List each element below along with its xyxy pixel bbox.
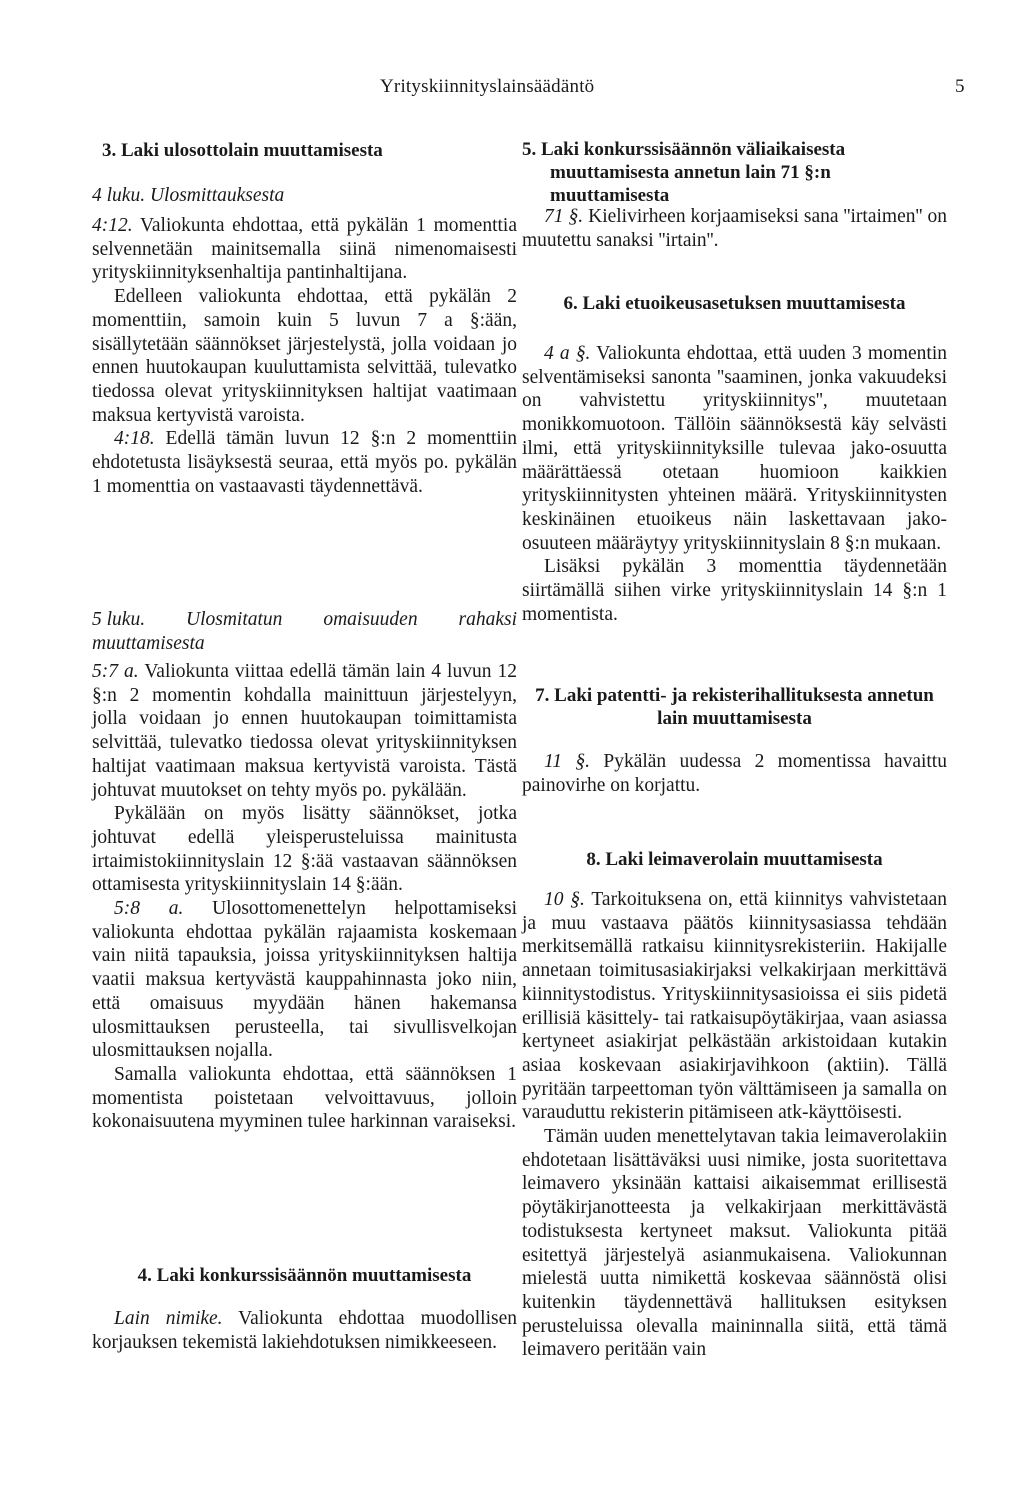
- ref-71: 71 §.: [544, 206, 584, 227]
- paragraph-71: [522, 205, 947, 252]
- running-title: Yrityskiinnityslainsäädäntö: [380, 76, 595, 97]
- section-3: [92, 139, 517, 162]
- chapter-5-title-line2: muuttamisesta: [92, 632, 205, 654]
- text-5-7a: Valiokunta viittaa edellä tämän lain 4 luvun 12 §:n 2 momentin kohdalla mainittuun järjestelyyn, jolla voidaan jo ennen huutokaupan toimittamista selvittää, tulevatko tiedossa olevat yrityskiinnityksen haltijat vaatimaan maksua kertyvistä varoista. Tästä johtuvat muutokset on tehty myös po. pykälään.: [92, 661, 518, 801]
- paragraph-10-cont: Tämän uuden menettelytavan takia leimaverolakiin ehdotetaan lisättäväksi uusi nimike, josta suoritettava leimavero yksinään kattaisi aikaisemmat erillisestä pöytäkirjanotteesta ja velkakirjaan merkittävästä todistuksesta kertyneet maksut. Valiokunta pitää esitettyä järjestelyä asianmukaisena. Valiokunnan mielestä uutta nimikettä koskevaa säännöstä olisi kuitenkin täydennettävä hallituksen esityksen perusteluissa olevalla maininnalla siitä, että tämä leimavero peritään vain: [522, 1126, 947, 1361]
- chapter-5-word-2: Ulosmitatun: [185, 609, 283, 630]
- chapter-5-word-3: omaisuuden: [323, 609, 418, 630]
- section-6-body: [522, 342, 947, 626]
- paragraph-4a: [522, 342, 947, 555]
- section-7-body: [522, 750, 947, 797]
- section-3-chapter-4-body: [92, 214, 517, 498]
- section-4-heading: 4. Laki konkurssisäännön muuttamisesta: [137, 1265, 472, 1286]
- text-4-18: Edellä tämän luvun 12 §:n 2 momenttiin ehdotetusta lisäyksestä seuraa, että myös po. pykälän 1 momenttia on vastaavasti täydennettävä.: [92, 428, 517, 497]
- paragraph-5-8a-cont: Samalla valiokunta ehdottaa, että säännöksen 1 momentista poistetaan velvoittavuus, jolloin kokonaisuutena myyminen tulee harkinnan varaiseksi.: [92, 1063, 517, 1133]
- ref-4-18: 4:18.: [114, 428, 155, 450]
- text-71: Kielivirheen korjaamiseksi sana ''irtaimen'' on muutettu sanaksi ''irtain''.: [522, 206, 948, 251]
- section-5-body: [522, 205, 947, 252]
- ref-5-7a: 5:7 a.: [92, 661, 139, 682]
- ref-lain-nimike: Lain nimike.: [114, 1308, 223, 1329]
- section-8-body: [522, 888, 947, 1362]
- paragraph-4-18: [92, 427, 517, 498]
- text-4-12: Valiokunta ehdottaa, että pykälän 1 momenttia selvennetään mainitsemalla siinä nimenomaisesti yrityskiinnityksenhaltija pantinhaltijana.: [92, 215, 517, 284]
- text-lain-nimike: Valiokunta ehdottaa muodollisen korjauksen tekemistä lakiehdotuksen nimikkeeseen.: [92, 1308, 517, 1353]
- section-5-heading: 5. Laki konkurssisäännön väliaikaisesta muuttamisesta annetun lain 71 §:n muuttamisesta: [522, 139, 846, 206]
- paragraph-10: [522, 888, 947, 1125]
- page-number: 5: [955, 76, 965, 97]
- paragraph-5-7a: [92, 660, 517, 802]
- paragraph-4a-cont: Lisäksi pykälän 3 momenttia täydennetään siirtämällä siihen virke yrityskiinnityslain 14 §:n 1 momentista.: [522, 556, 947, 625]
- section-3-chapter-5: [92, 608, 517, 655]
- section-7-heading: 7. Laki patentti- ja rekisterihallituksesta annetun lain muuttamisesta: [535, 685, 934, 729]
- text-4a: Valiokunta ehdottaa, että uuden 3 momentin selventämiseksi sanonta ''saaminen, jonka vakuudeksi on vahvistettu yrityskiinnitys'', muutetaan monikkomuotoon. Tällöin säännöksestä käy selvästi ilmi, että yrityskiinnityksille tulevaa jako-osuutta määrättäessä otetaan huomioon kaikkien yrityskiinnitysten yhteinen määrä. Yrityskiinnitysten keskinäinen etuoikeus näin laskettavaan jako-osuuteen määräytyy yrityskiinnityslain 8 §:n mukaan.: [522, 343, 947, 554]
- chapter-5-title-line1: [92, 608, 517, 632]
- section-4: [92, 1264, 517, 1287]
- section-6-heading: 6. Laki etuoikeusasetuksen muuttamisesta: [563, 293, 906, 314]
- section-7: [522, 684, 947, 730]
- section-5: [522, 138, 947, 207]
- section-3-chapter-5-body: [92, 660, 517, 1134]
- paragraph-lain-nimike: [92, 1307, 517, 1354]
- ref-4-12: 4:12.: [92, 215, 133, 236]
- chapter-4-title: 4 luku. Ulosmittauksesta: [92, 185, 285, 206]
- text-11: Pykälän uudessa 2 momentissa havaittu painovirhe on korjattu.: [522, 751, 947, 796]
- ref-10: 10 §.: [544, 889, 585, 910]
- text-10: Tarkoituksena on, että kiinnitys vahvistetaan ja muu vastaava päätös kiinnitysasiassa tehdään merkitsemällä ratkaisu kiinnitysrekisteriin. Hakijalle annetaan toimitusasiakirjaksi velkakirjaan merkittävä kiinnitystodistus. Yrityskiinnitysasioissa ei siis pidetä erillisiä käsittely- tai ratkaisupöytäkirjaa, vaan asiassa kertyneet asiakirjat pelkästään arkistoidaan kutakin asiaa koskevaan asiakirjavihkoon (aktiin). Tällä pyritään tarpeettoman työn välttämiseen ja samalla on varauduttu rekisterin pitämiseen atk-käyttöisesti.: [522, 889, 948, 1124]
- section-4-body: [92, 1307, 517, 1354]
- section-3-chapter-4: [92, 184, 517, 208]
- paragraph-5-7a-cont: Pykälään on myös lisätty säännökset, jotka johtuvat edellä yleisperusteluissa mainitusta irtaimistokiinnityslain 12 §:ää vastaavan säännöksen ottamisesta yrityskiinnityslain 14 §:ään.: [92, 803, 517, 896]
- chapter-5-word-1: 5 luku.: [92, 609, 146, 630]
- section-3-heading: 3. Laki ulosottolain muuttamisesta: [102, 140, 383, 161]
- paragraph-4-12-cont: Edelleen valiokunta ehdottaa, että pykälän 2 momenttiin, samoin kuin 5 luvun 7 a §:ään, sisällytetään säännökset järjestelystä, jolla voidaan jo ennen huutokaupan kuuluttamista selvittää, tulevatko tiedossa olevat yrityskiinnityksen haltijat vaatimaan maksua kertyvistä varoista.: [92, 286, 517, 426]
- paragraph-4-12: [92, 214, 517, 285]
- ref-4a: 4 a §.: [544, 343, 591, 364]
- section-8-heading: 8. Laki leimaverolain muuttamisesta: [586, 849, 883, 870]
- paragraph-5-8a: [92, 897, 517, 1063]
- text-5-8a: Ulosottomenettelyn helpottamiseksi valiokunta ehdottaa pykälän rajaamista koskemaan vain niitä tapauksia, joissa yrityskiinnityksen haltija vaatii maksua kertyvästä kauppahinnasta joko niin, että omaisuus myydään hänen hakemansa ulosmittauksen perusteella, tai sivullisvelkojan ulosmittauksen nojalla.: [92, 898, 517, 1062]
- paragraph-11: [522, 750, 947, 797]
- section-8: [522, 848, 947, 871]
- ref-5-8a: 5:8 a.: [114, 898, 184, 920]
- section-6: [522, 292, 947, 315]
- ref-11: 11 §.: [544, 751, 591, 772]
- chapter-5-word-4: rahaksi: [458, 609, 517, 630]
